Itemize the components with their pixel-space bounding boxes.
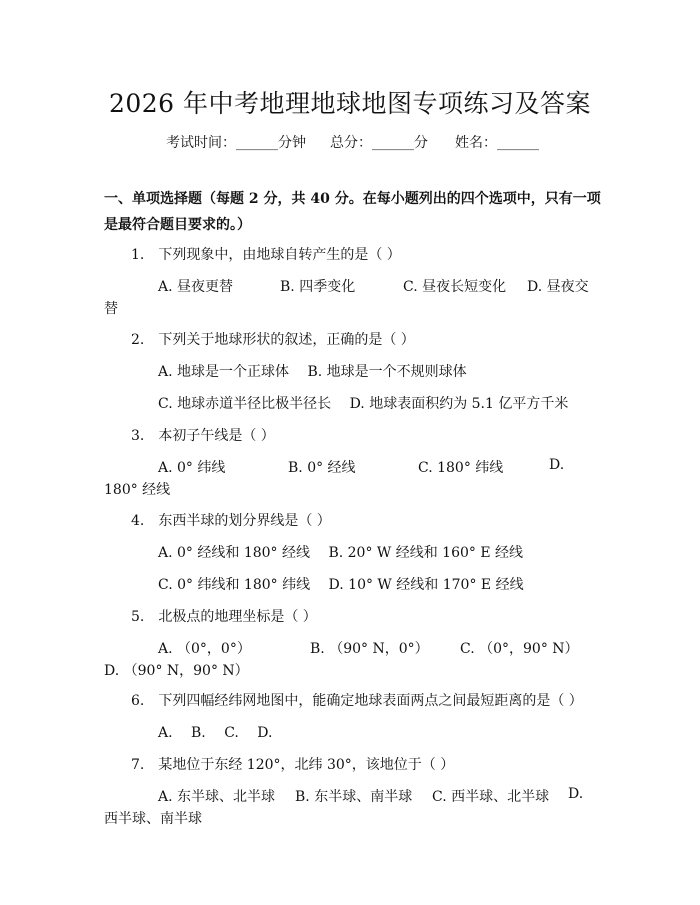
section-heading: 一、单项选择题（每题 2 分，共 40 分。在每小题列出的四个选项中，只有一项是最符合题目要求的。） bbox=[104, 191, 601, 233]
q3-option-d: D. bbox=[549, 457, 565, 473]
q2-options-line-1: A. 地球是一个正球体 B. 地球是一个不规则球体 bbox=[158, 364, 467, 380]
student-name-field: 姓名：______ bbox=[455, 135, 539, 151]
question-6-stem: 6. 下列四幅经纬网地图中，能确定地球表面两点之间最短距离的是（ ） bbox=[131, 693, 583, 709]
q7-option-c: C. 西半球、北半球 bbox=[432, 789, 550, 805]
q5-option-b: B. （90° N，0°） bbox=[310, 641, 429, 657]
question-1-stem: 1. 下列现象中，由地球自转产生的是（ ） bbox=[131, 247, 401, 263]
q5-option-a: A. （0°，0°） bbox=[158, 641, 251, 657]
page-title: 2026 年中考地理地球地图专项练习及答案 bbox=[108, 89, 592, 118]
question-7-stem: 7. 某地位于东经 120°，北纬 30°，该地位于（ ） bbox=[131, 757, 455, 773]
question-2-stem: 2. 下列关于地球形状的叙述，正确的是（ ） bbox=[131, 332, 415, 348]
q5-option-d-wrap: D. （90° N，90° N） bbox=[104, 663, 249, 679]
q2-options-line-2: C. 地球赤道半径比极半径长 D. 地球表面积约为 5.1 亿平方千米 bbox=[158, 396, 569, 412]
total-score-field: 总分：______分 bbox=[330, 135, 428, 151]
q1-option-d: D. 昼夜交 bbox=[527, 279, 589, 295]
question-5-stem: 5. 北极点的地理坐标是（ ） bbox=[131, 609, 317, 625]
question-4-stem: 4. 东西半球的划分界线是（ ） bbox=[131, 513, 331, 529]
q1-option-a: A. 昼夜更替 bbox=[158, 279, 234, 295]
q7-option-d-wrap: 西半球、南半球 bbox=[104, 811, 202, 827]
q7-option-a: A. 东半球、北半球 bbox=[158, 789, 276, 805]
question-3-stem: 3. 本初子午线是（ ） bbox=[131, 428, 275, 444]
q7-option-b: B. 东半球、南半球 bbox=[295, 789, 413, 805]
q5-option-c: C. （0°，90° N） bbox=[460, 641, 579, 657]
exam-time-field: 考试时间：______分钟 bbox=[166, 135, 306, 151]
q4-options-line-1: A. 0° 经线和 180° 经线 B. 20° W 经线和 160° E 经线 bbox=[158, 545, 524, 561]
q1-option-d-wrap: 替 bbox=[104, 301, 118, 317]
q3-option-c: C. 180° 纬线 bbox=[418, 460, 504, 476]
q3-option-d-wrap: 180° 经线 bbox=[104, 482, 171, 498]
q7-option-d: D. bbox=[568, 786, 584, 802]
q3-option-a: A. 0° 纬线 bbox=[158, 460, 226, 476]
q3-option-b: B. 0° 经线 bbox=[288, 460, 356, 476]
q6-options-line: A. B. C. D. bbox=[158, 725, 273, 741]
q1-option-b: B. 四季变化 bbox=[280, 279, 356, 295]
q1-option-c: C. 昼夜长短变化 bbox=[403, 279, 507, 295]
q4-options-line-2: C. 0° 纬线和 180° 纬线 D. 10° W 经线和 170° E 经线 bbox=[158, 577, 524, 593]
